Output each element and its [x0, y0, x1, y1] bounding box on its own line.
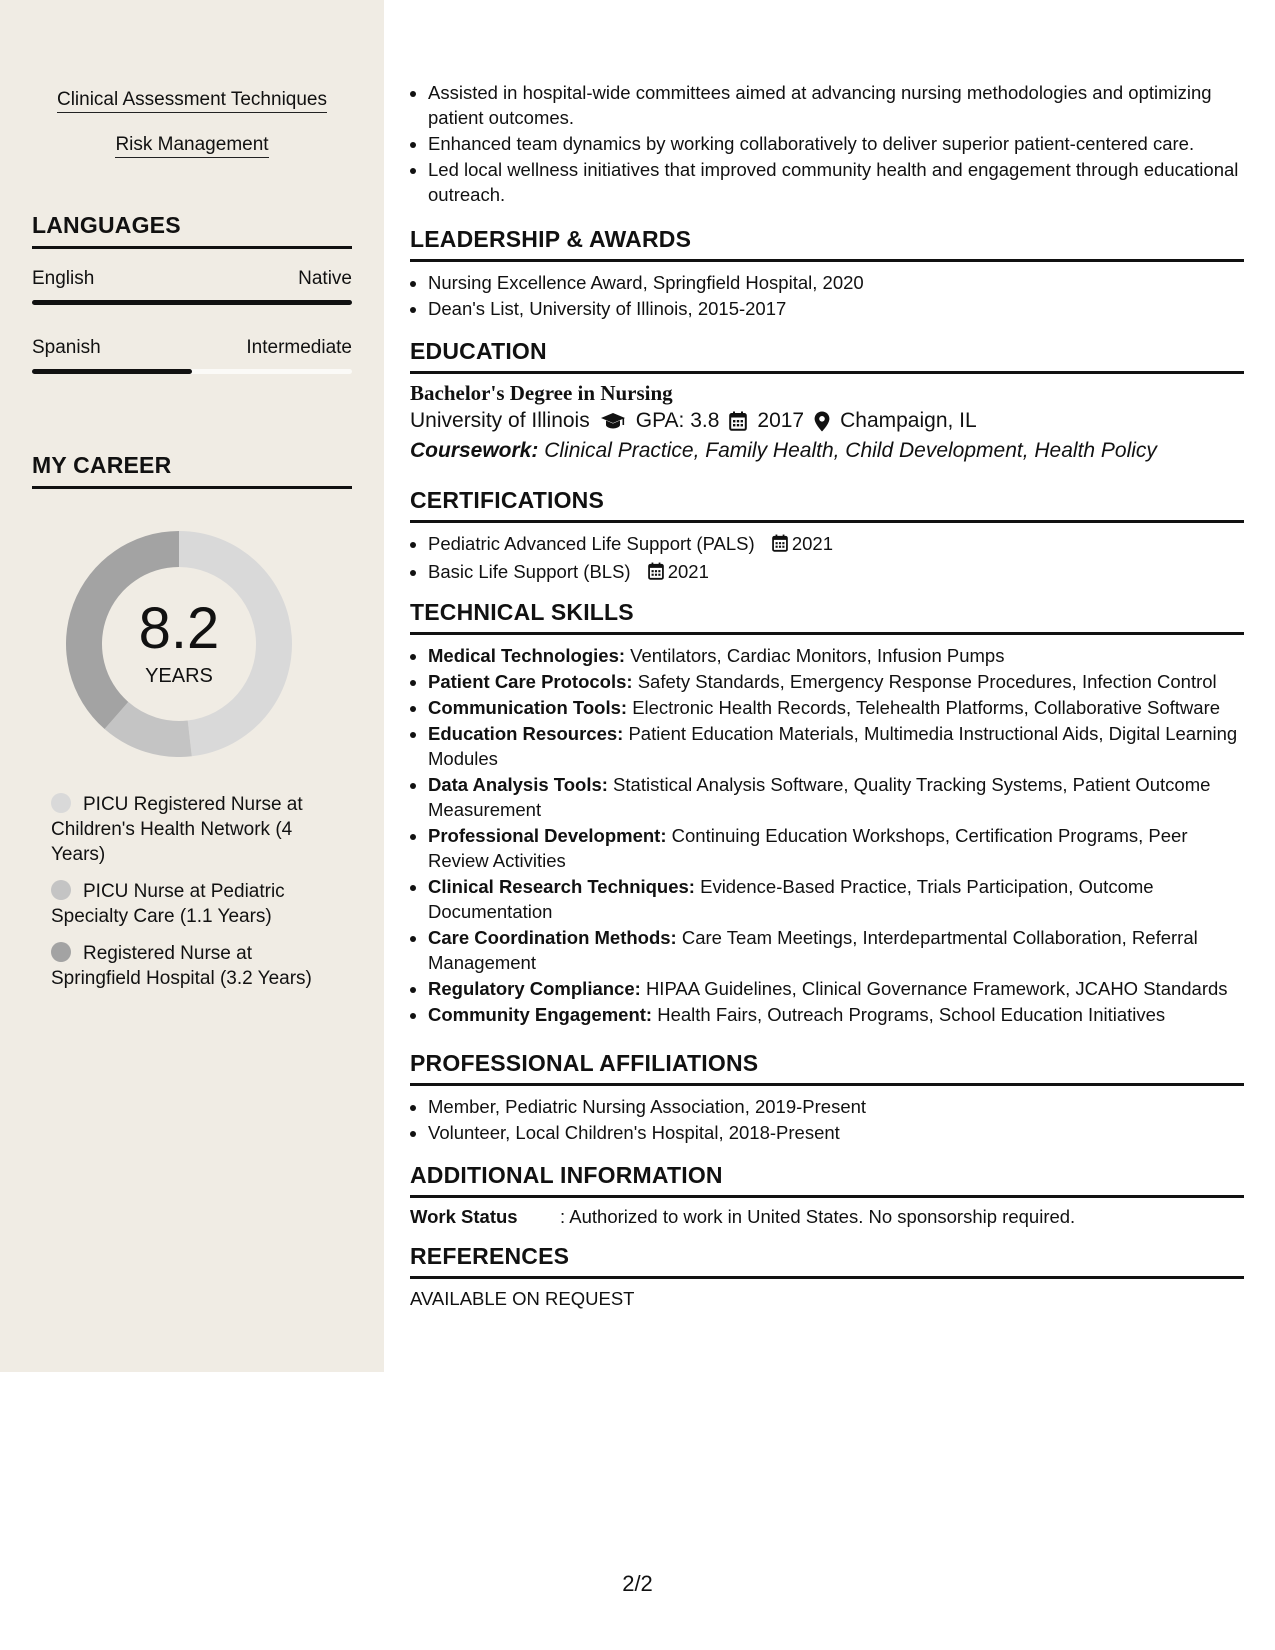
education-section	[410, 338, 1244, 463]
section-heading: LEADERSHIP & AWARDS	[410, 226, 1244, 262]
references-text: AVAILABLE ON REQUEST	[410, 1288, 635, 1309]
references-section	[410, 1243, 1244, 1310]
list-item: • Basic Life Support (BLS) 2021	[428, 559, 1244, 586]
language-proficiency-bar	[32, 300, 352, 305]
coursework	[410, 439, 1244, 463]
language-proficiency-bar	[32, 369, 352, 374]
list-item: • Community Engagement: Health Fairs, Outreach Programs, School Education Initiatives	[428, 1002, 1244, 1027]
list-item: • Volunteer, Local Children's Hospital, 2018-Present	[428, 1120, 1244, 1145]
list-item: • Enhanced team dynamics by working collaboratively to deliver superior patient-centered care.	[428, 131, 1244, 156]
section-heading: ADDITIONAL INFORMATION	[410, 1162, 1244, 1198]
work-status-label: Work Status	[410, 1206, 518, 1227]
list-item: • Communication Tools: Electronic Health Records, Telehealth Platforms, Collaborative Software	[428, 695, 1244, 720]
school-name: University of Illinois	[410, 409, 590, 432]
degree-meta	[410, 409, 1244, 433]
language-level: Intermediate	[246, 337, 352, 358]
work-status-row	[410, 1206, 1244, 1228]
list-item: • Data Analysis Tools: Statistical Analysis Software, Quality Tracking Systems, Patient Outcome Measurement	[428, 772, 1244, 822]
sidebar	[0, 0, 384, 1372]
list-item: • Medical Technologies: Ventilators, Cardiac Monitors, Infusion Pumps	[428, 643, 1244, 668]
list-item: • Care Coordination Methods: Care Team Meetings, Interdepartmental Collaboration, Referral Management	[428, 925, 1244, 975]
language-proficiency-fill	[32, 300, 352, 305]
technical-skills-section	[410, 599, 1244, 1028]
section-heading: CERTIFICATIONS	[410, 487, 1244, 523]
languages-heading: LANGUAGES	[32, 212, 352, 249]
legend-dot-icon	[51, 793, 71, 813]
career-legend-item: PICU Registered Nurse at Children's Health Network (4 Years)	[51, 794, 303, 865]
language-level: Native	[298, 268, 352, 289]
list-item: • Education Resources: Patient Education Materials, Multimedia Instructional Aids, Digital Learning Modules	[428, 721, 1244, 771]
leadership-section	[410, 226, 1244, 322]
list-item: • Regulatory Compliance: HIPAA Guidelines, Clinical Governance Framework, JCAHO Standards	[428, 976, 1244, 1001]
career-legend-item: Registered Nurse at Springfield Hospital (3.2 Years)	[51, 943, 312, 989]
skill-item: Risk Management	[0, 133, 384, 157]
career-legend	[51, 792, 321, 1003]
legend-dot-icon	[51, 942, 71, 962]
experience-bullets	[410, 80, 1244, 208]
calendar-icon	[772, 533, 788, 558]
legend-dot-icon	[51, 880, 71, 900]
list-item: • Dean's List, University of Illinois, 2015-2017	[428, 296, 1244, 321]
list-item: • Patient Care Protocols: Safety Standards, Emergency Response Procedures, Infection Control	[428, 669, 1244, 694]
list-item: • Member, Pediatric Nursing Association, 2019-Present	[428, 1094, 1244, 1119]
work-status-value: : Authorized to work in United States. No sponsorship required.	[560, 1206, 1076, 1227]
skill-item: Clinical Assessment Techniques	[0, 88, 384, 112]
calendar-icon	[648, 561, 664, 586]
list-item: • Assisted in hospital-wide committees aimed at advancing nursing methodologies and optimizing patient outcomes.	[428, 80, 1244, 130]
page-number: 2/2	[622, 1571, 653, 1596]
list-item: • Nursing Excellence Award, Springfield Hospital, 2020	[428, 270, 1244, 295]
language-name: Spanish	[32, 337, 101, 358]
affiliations-section	[410, 1050, 1244, 1146]
certifications-section	[410, 487, 1244, 587]
language-proficiency-fill	[32, 369, 192, 374]
language-row	[32, 337, 352, 361]
section-heading: PROFESSIONAL AFFILIATIONS	[410, 1050, 1244, 1086]
coursework-text: Clinical Practice, Family Health, Child Development, Health Policy	[544, 439, 1157, 462]
list-item: • Clinical Research Techniques: Evidence-Based Practice, Trials Participation, Outcome Documentation	[428, 874, 1244, 924]
language-name: English	[32, 268, 95, 289]
list-item: • Led local wellness initiatives that improved community health and engagement through educational outreach.	[428, 157, 1244, 207]
degree-title: Bachelor's Degree in Nursing	[410, 381, 673, 405]
coursework-label: Coursework:	[410, 439, 539, 462]
calendar-icon	[729, 411, 747, 431]
career-donut-chart	[66, 531, 292, 757]
language-row	[32, 268, 352, 292]
section-heading: TECHNICAL SKILLS	[410, 599, 1244, 635]
additional-info-section	[410, 1162, 1244, 1228]
section-heading: REFERENCES	[410, 1243, 1244, 1279]
career-legend-item: PICU Nurse at Pediatric Specialty Care (1.1 Years)	[51, 881, 285, 927]
location-pin-icon	[814, 411, 830, 432]
list-item: • Professional Development: Continuing Education Workshops, Certification Programs, Peer Review Activities	[428, 823, 1244, 873]
career-unit: YEARS	[145, 665, 213, 687]
career-total: 8.2	[138, 596, 220, 661]
list-item: • Pediatric Advanced Life Support (PALS) 2021	[428, 531, 1244, 558]
gpa: GPA: 3.8	[635, 409, 720, 432]
section-heading: EDUCATION	[410, 338, 1244, 374]
school-location: Champaign, IL	[840, 409, 977, 432]
graduation-cap-icon	[600, 412, 626, 430]
career-heading: MY CAREER	[32, 452, 352, 489]
graduation-year: 2017	[757, 409, 805, 432]
